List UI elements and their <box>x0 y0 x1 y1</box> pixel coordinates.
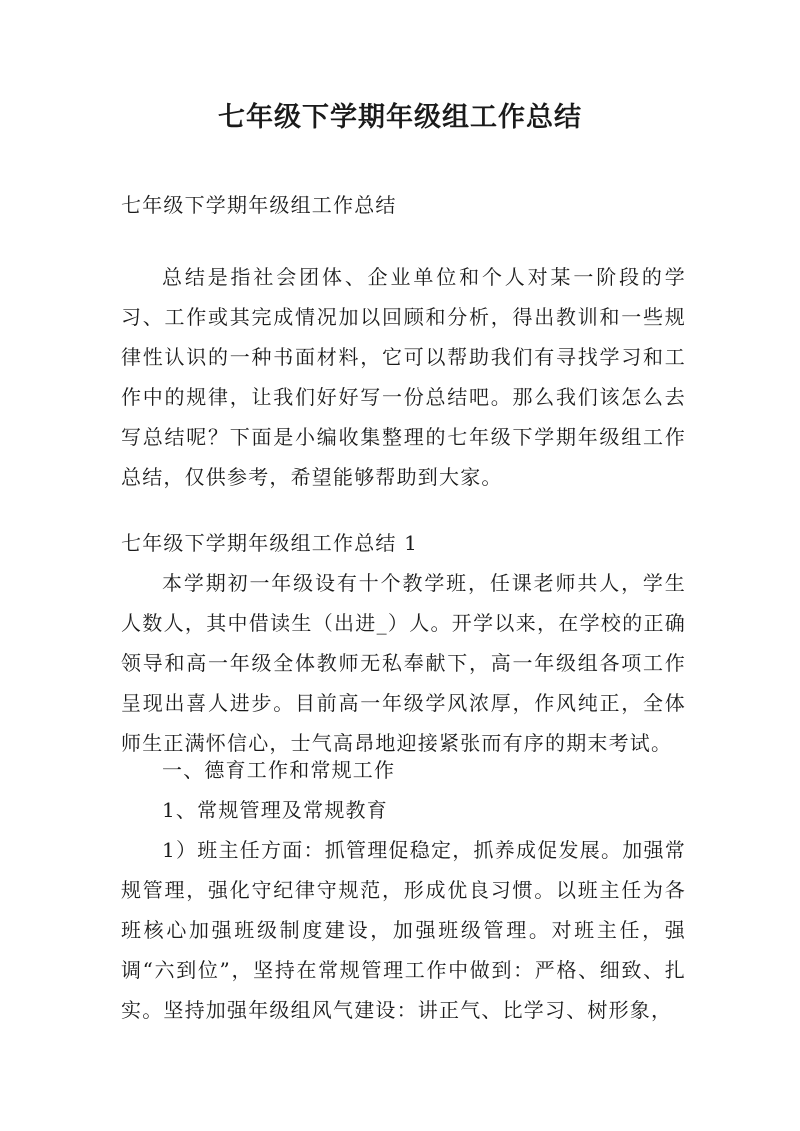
section-heading-moral-education: 一、德育工作和常规工作 <box>162 758 396 782</box>
document-title: 七年级下学期年级组工作总结 <box>218 102 582 133</box>
section-heading-routine-management: 1、常规管理及常规教育 <box>162 798 388 822</box>
section-title: 七年级下学期年级组工作总结 1 <box>121 531 419 555</box>
section-paragraph-class-teacher: 1）班主任方面：抓管理促稳定，抓养成促发展。加强常规管理，强化守纪律守规范，形成优良习惯。以班主任为各班核心加强班级制度建设，加强班级管理。对班主任，强调“六到位”，坚持在常规管理工作中做到：严格、细致、扎实。坚持加强年级组风气建设：讲正气、比学习、树形象， <box>121 838 686 1022</box>
document-subtitle: 七年级下学期年级组工作总结 <box>121 193 397 217</box>
intro-paragraph: 总结是指社会团体、企业单位和个人对某一阶段的学习、工作或其完成情况加以回顾和分析，得出教训和一些规律性认识的一种书面材料，它可以帮助我们有寻找学习和工作中的规律，让我们好好写一份总结吧。那么我们该怎么去写总结呢？下面是小编收集整理的七年级下学期年级组工作总结，仅供参考，希望能够帮助到大家。 <box>121 265 686 489</box>
section-paragraph: 本学期初一年级设有十个教学班，任课老师共人，学生人数人，其中借读生（出进_）人。开学以来，在学校的正确领导和高一年级全体教师无私奉献下，高一年级组各项工作呈现出喜人进步。目前高一年级学风浓厚，作风纯正，全体师生正满怀信心，士气高昂地迎接紧张而有序的期末考试。 <box>121 571 686 755</box>
